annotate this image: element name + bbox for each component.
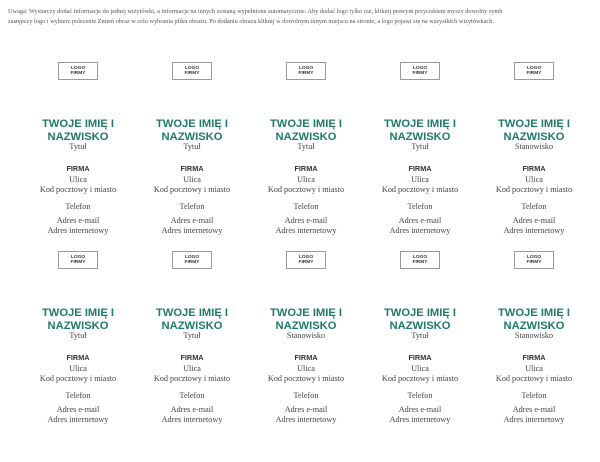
company-name: FIRMA [408,353,432,362]
business-card [363,189,477,424]
logo-text-line-2: FIRMY [526,260,542,265]
company-name: FIRMA [66,164,90,173]
logo-placeholder[interactable] [400,62,440,80]
logo-text-line-1: LOGO [298,65,314,71]
name-line-2: NAZWISKO [275,320,337,332]
phone: Telefon [293,202,319,211]
logo-text-line-2: FIRMY [412,260,428,265]
company-name: FIRMA [180,164,204,173]
logo-placeholder[interactable] [286,251,326,269]
postal-city: Kod pocztowy i miasto [495,185,573,194]
name-line-1: TWOJE IMIĘ I [155,307,229,319]
street: Ulica [297,175,315,184]
logo-text-line-1: LOGO [298,254,314,260]
phone: Telefon [179,391,205,400]
company-name: FIRMA [522,353,546,362]
email: Adres e-mail [512,405,556,414]
name-line-2: NAZWISKO [161,131,223,143]
job-title: Tytuł [69,142,87,151]
business-card [477,189,591,424]
job-title: Stanowisko [514,331,554,340]
name-line-1: TWOJE IMIĘ I [497,118,571,130]
company-name: FIRMA [294,353,318,362]
name-line-2: NAZWISKO [47,131,109,143]
email: Adres e-mail [284,216,328,225]
name-line-1: TWOJE IMIĘ I [269,307,343,319]
website: Adres internetowy [47,415,109,424]
business-card [21,189,135,424]
business-card [21,0,135,235]
instruction-line-2: zastępczy logo i wybierz polecenie Zmień obraz w celu wybrania pliku obrazu. Po dodaniu obrazu kliknij w dowolnym innym miejscu na stronie, a logo pojawi się na wszystkich wizytówkach. [8,18,494,25]
name-line-1: TWOJE IMIĘ I [269,118,343,130]
job-title: Tytuł [297,142,315,151]
phone: Telefon [407,202,433,211]
email: Adres e-mail [170,405,214,414]
logo-placeholder[interactable] [172,251,212,269]
logo-text-line-2: FIRMY [70,71,86,76]
postal-city: Kod pocztowy i miasto [153,374,231,383]
postal-city: Kod pocztowy i miasto [153,185,231,194]
logo-placeholder[interactable] [172,62,212,80]
street: Ulica [411,364,429,373]
job-title: Tytuł [183,331,201,340]
business-card [135,189,249,424]
street: Ulica [69,175,87,184]
name-line-1: TWOJE IMIĘ I [155,118,229,130]
street: Ulica [525,175,543,184]
phone: Telefon [293,391,319,400]
company-name: FIRMA [66,353,90,362]
street: Ulica [183,175,201,184]
email: Adres e-mail [398,216,442,225]
instruction-line-1: Uwaga: Wystarczy dodać informacje do jednej wizytówki, a informacje na innych zostaną wypełnione automatycznie. Aby dodać logo tylko raz, kliknij prawym przyciskiem myszy dowolny symb [8,8,503,15]
logo-text-line-1: LOGO [526,254,542,260]
email: Adres e-mail [56,405,100,414]
logo-text-line-1: LOGO [412,254,428,260]
logo-placeholder[interactable] [58,251,98,269]
name-line-2: NAZWISKO [161,320,223,332]
phone: Telefon [65,391,91,400]
logo-placeholder[interactable] [514,251,554,269]
business-card [363,0,477,235]
logo-placeholder[interactable] [58,62,98,80]
business-card [249,189,363,424]
postal-city: Kod pocztowy i miasto [267,374,345,383]
email: Adres e-mail [56,216,100,225]
logo-text-line-1: LOGO [70,65,86,71]
website: Adres internetowy [389,226,451,235]
website: Adres internetowy [47,226,109,235]
email: Adres e-mail [398,405,442,414]
postal-city: Kod pocztowy i miasto [39,185,117,194]
business-card [135,0,249,235]
postal-city: Kod pocztowy i miasto [39,374,117,383]
name-line-2: NAZWISKO [503,131,565,143]
logo-text-line-1: LOGO [184,254,200,260]
logo-text-line-1: LOGO [526,65,542,71]
logo-text-line-2: FIRMY [184,260,200,265]
job-title: Stanowisko [286,331,326,340]
logo-placeholder[interactable] [400,251,440,269]
business-card [477,0,591,235]
name-line-1: TWOJE IMIĘ I [383,307,457,319]
company-name: FIRMA [180,353,204,362]
logo-text-line-2: FIRMY [298,71,314,76]
website: Adres internetowy [503,226,565,235]
logo-text-line-2: FIRMY [70,260,86,265]
logo-placeholder[interactable] [286,62,326,80]
email: Adres e-mail [284,405,328,414]
job-title: Tytuł [69,331,87,340]
postal-city: Kod pocztowy i miasto [495,374,573,383]
name-line-1: TWOJE IMIĘ I [383,118,457,130]
job-title: Tytuł [411,331,429,340]
street: Ulica [183,364,201,373]
phone: Telefon [179,202,205,211]
name-line-2: NAZWISKO [503,320,565,332]
website: Adres internetowy [161,226,223,235]
logo-text-line-2: FIRMY [526,71,542,76]
company-name: FIRMA [294,164,318,173]
street: Ulica [411,175,429,184]
street: Ulica [297,364,315,373]
logo-text-line-1: LOGO [412,65,428,71]
phone: Telefon [65,202,91,211]
website: Adres internetowy [161,415,223,424]
phone: Telefon [407,391,433,400]
name-line-2: NAZWISKO [47,320,109,332]
name-line-2: NAZWISKO [389,131,451,143]
name-line-1: TWOJE IMIĘ I [497,307,571,319]
name-line-2: NAZWISKO [275,131,337,143]
street: Ulica [525,364,543,373]
phone: Telefon [521,391,547,400]
job-title: Tytuł [411,142,429,151]
logo-text-line-2: FIRMY [184,71,200,76]
street: Ulica [69,364,87,373]
business-card [249,0,363,235]
postal-city: Kod pocztowy i miasto [381,374,459,383]
website: Adres internetowy [389,415,451,424]
name-line-1: TWOJE IMIĘ I [41,118,115,130]
logo-text-line-2: FIRMY [412,71,428,76]
logo-placeholder[interactable] [514,62,554,80]
company-name: FIRMA [522,164,546,173]
name-line-2: NAZWISKO [389,320,451,332]
email: Adres e-mail [512,216,556,225]
job-title: Tytuł [183,142,201,151]
job-title: Stanowisko [514,142,554,151]
name-line-1: TWOJE IMIĘ I [41,307,115,319]
website: Adres internetowy [275,226,337,235]
logo-text-line-1: LOGO [184,65,200,71]
phone: Telefon [521,202,547,211]
website: Adres internetowy [503,415,565,424]
email: Adres e-mail [170,216,214,225]
company-name: FIRMA [408,164,432,173]
logo-text-line-1: LOGO [70,254,86,260]
postal-city: Kod pocztowy i miasto [381,185,459,194]
postal-city: Kod pocztowy i miasto [267,185,345,194]
logo-text-line-2: FIRMY [298,260,314,265]
website: Adres internetowy [275,415,337,424]
